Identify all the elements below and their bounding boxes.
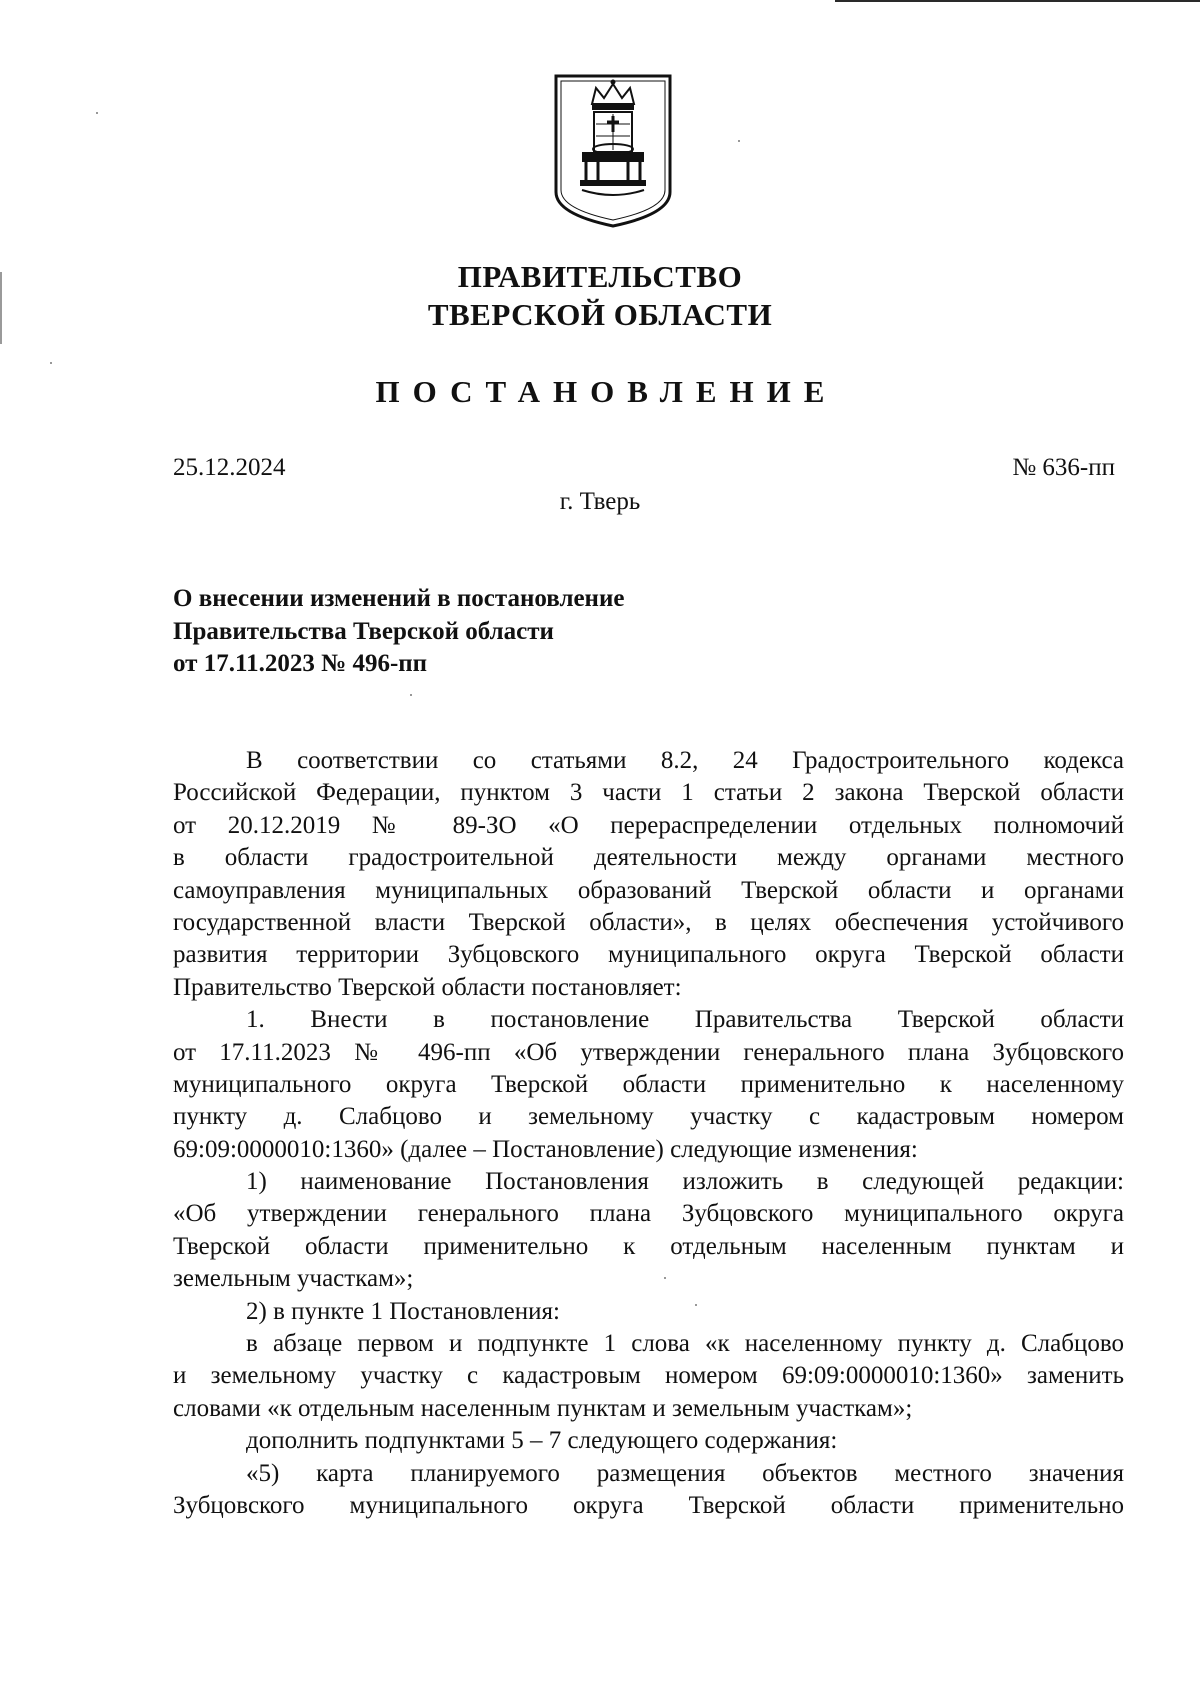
body-line: Тверской области применительно к отдельным населенным пунктам и: [173, 1232, 1124, 1260]
body-line: словами «к отдельным населенным пунктам и земельным участкам»;: [173, 1394, 913, 1422]
body-line: муниципального округа Тверской области применительно к населенному: [173, 1070, 1124, 1098]
scan-speck: [695, 1304, 697, 1306]
body-line: 69:09:0000010:1360» (далее – Постановление) следующие изменения:: [173, 1135, 918, 1163]
document-date: 25.12.2024: [173, 454, 286, 481]
document-city: г. Тверь: [559, 488, 641, 515]
document-subject: [173, 583, 624, 681]
scan-speck: [50, 362, 52, 364]
scan-speck: [738, 140, 740, 142]
body-line: В соответствии со статьями 8.2, 24 Градостроительного кодекса: [246, 747, 1124, 774]
document-type: ПОСТАНОВЛЕНИЕ: [375, 374, 838, 409]
body-line: в абзаце первом и подпункте 1 слова «к населенному пункту д. Слабцово: [246, 1330, 1124, 1358]
body-line: 1. Внести в постановление Правительства Тверской области: [246, 1006, 1124, 1034]
scan-speck: [96, 112, 98, 114]
body-line: дополнить подпунктами 5 – 7 следующего содержания:: [246, 1427, 838, 1455]
document-body: [173, 745, 1124, 1522]
body-line: «5) карта планируемого размещения объектов местного значения: [246, 1459, 1124, 1487]
scan-edge-top: [835, 0, 1200, 2]
body-line: 1) наименование Постановления изложить в следующей редакции:: [246, 1168, 1124, 1196]
government-name-line2: ТВЕРСКОЙ ОБЛАСТИ: [427, 297, 773, 332]
body-line: государственной власти Тверской области», в целях обеспечения устойчивого: [173, 908, 1124, 936]
body-line: 2) в пункте 1 Постановления:: [246, 1297, 560, 1325]
body-line: «Об утверждении генерального плана Зубцовского муниципального округа: [173, 1200, 1124, 1228]
body-line: Правительство Тверской области постановляет:: [173, 973, 682, 1001]
document-number: № 636-пп: [1012, 454, 1115, 481]
scan-speck: [410, 694, 412, 696]
body-line: и земельному участку с кадастровым номером 69:09:0000010:1360» заменить: [173, 1362, 1124, 1390]
government-name: [0, 258, 1200, 334]
body-line: от 17.11.2023 № 496-пп «Об утверждении генерального плана Зубцовского: [173, 1038, 1124, 1066]
body-line: самоуправления муниципальных образований Тверской области и органами: [173, 876, 1124, 904]
body-line: Российской Федерации, пунктом 3 части 1 статьи 2 закона Тверской области: [173, 779, 1124, 807]
government-name-line1: ПРАВИТЕЛЬСТВО: [457, 259, 743, 294]
body-line: пункту д. Слабцово и земельному участку с кадастровым номером: [173, 1103, 1124, 1131]
body-line: Зубцовского муниципального округа Тверской области применительно: [173, 1491, 1124, 1519]
subject-line: от 17.11.2023 № 496-пп: [173, 650, 428, 677]
body-line: в области градостроительной деятельности между органами местного: [173, 844, 1124, 872]
body-line: земельным участкам»;: [173, 1265, 414, 1293]
scan-speck: [664, 1277, 666, 1279]
body-line: развития территории Зубцовского муниципального округа Тверской области: [173, 941, 1124, 969]
tver-coat-of-arms-icon: [552, 74, 674, 228]
subject-line: О внесении изменений в постановление: [173, 585, 625, 612]
body-line: от 20.12.2019 № 89-ЗО «О перераспределении отдельных полномочий: [173, 811, 1124, 839]
subject-line: Правительства Тверской области: [173, 617, 554, 645]
